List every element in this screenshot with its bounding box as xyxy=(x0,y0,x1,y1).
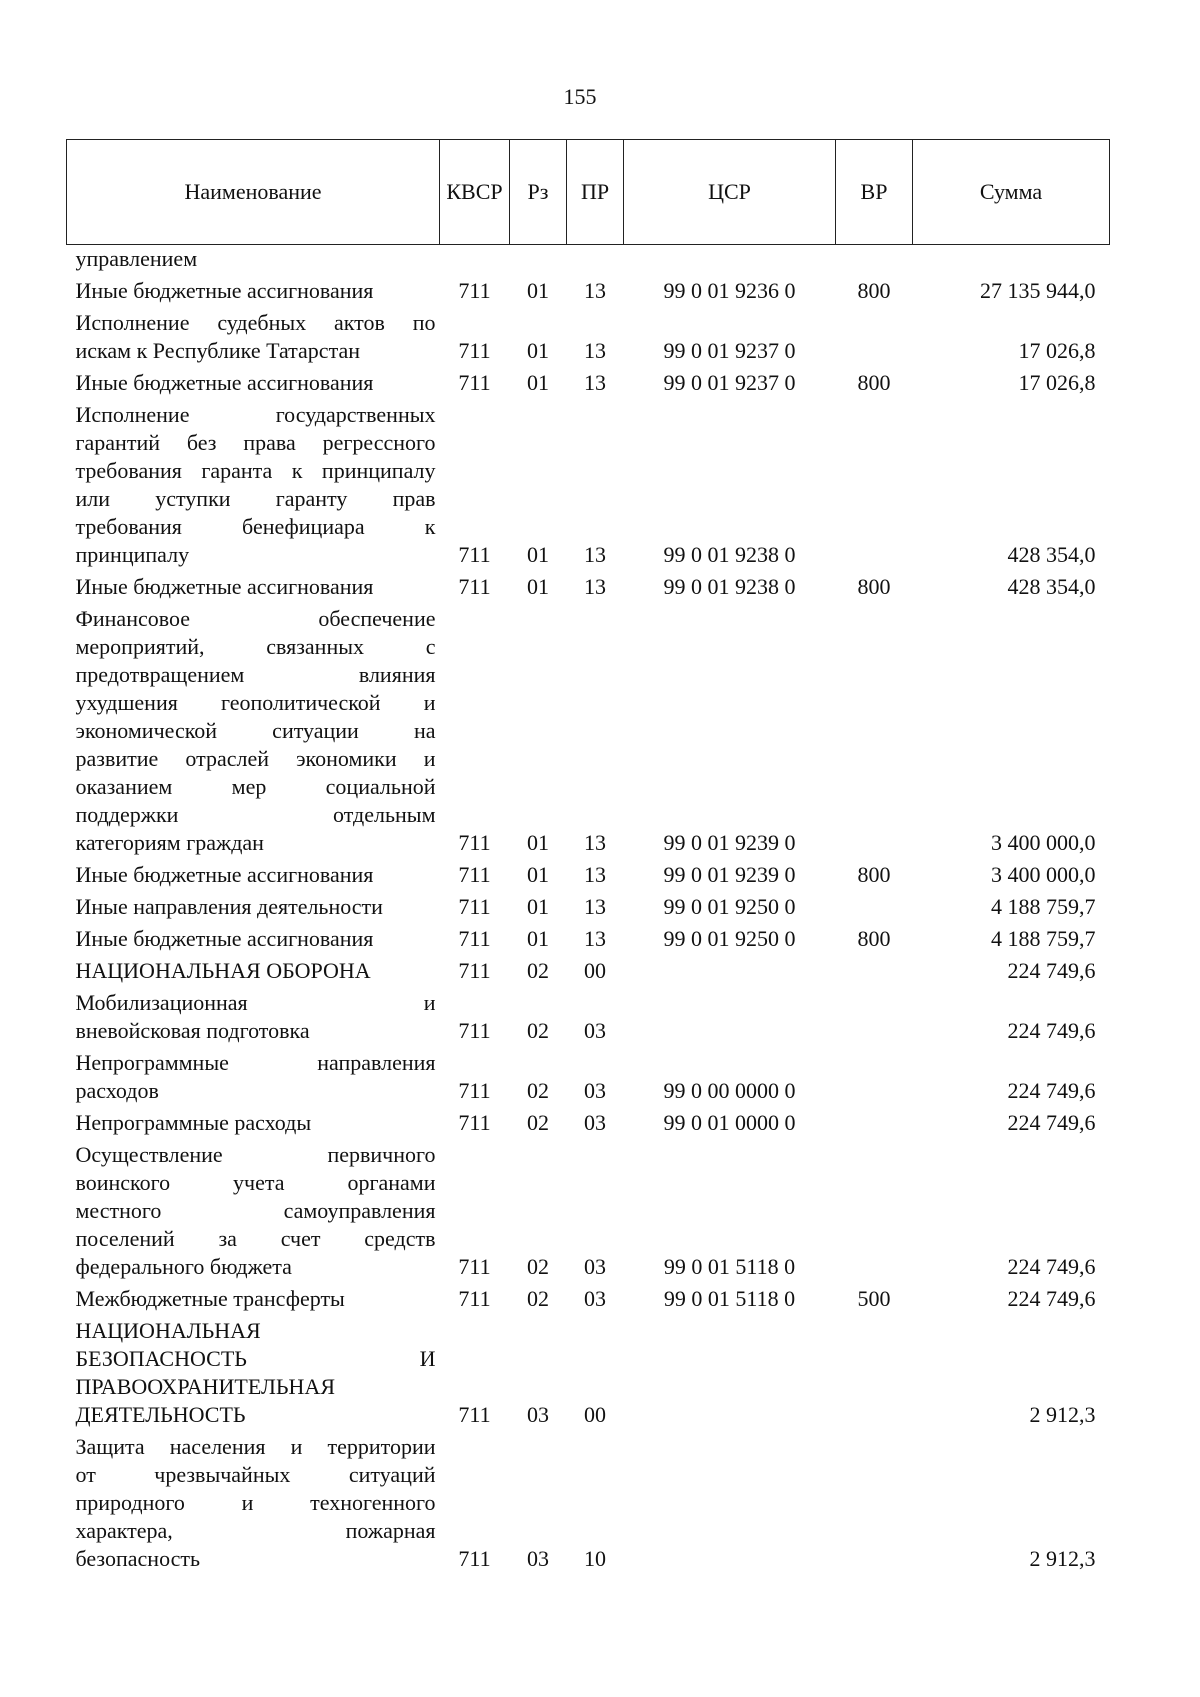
cell-rz: 01 xyxy=(527,338,549,363)
cell-sum: 224 749,6 xyxy=(1007,1286,1096,1311)
cell-name-line: безопасность xyxy=(75,1546,201,1571)
cell-csr xyxy=(624,245,836,278)
cell-kvsr: 711 xyxy=(458,926,491,951)
cell-sum: 3 400 000,0 xyxy=(991,862,1096,887)
cell-name-line: Иные бюджетные ассигнования xyxy=(75,862,374,887)
cell-rz: 02 xyxy=(527,958,549,983)
column-header-sum: Сумма xyxy=(913,140,1110,245)
cell-csr: 99 0 01 9250 0 xyxy=(663,926,796,951)
cell-vr xyxy=(836,605,913,861)
column-header-vr: ВР xyxy=(836,140,913,245)
cell-csr: 99 0 01 9237 0 xyxy=(663,370,796,395)
cell-kvsr: 711 xyxy=(458,1018,491,1043)
cell-csr xyxy=(624,957,836,989)
cell-vr: 800 xyxy=(857,370,891,395)
cell-pr: 03 xyxy=(584,1018,606,1043)
cell-pr: 00 xyxy=(584,1402,606,1427)
cell-name-line: категориям граждан xyxy=(75,830,264,855)
cell-rz: 01 xyxy=(527,894,549,919)
cell-csr: 99 0 01 5118 0 xyxy=(663,1254,796,1279)
column-header-rz: Рз xyxy=(510,140,567,245)
cell-pr: 13 xyxy=(584,574,606,599)
cell-name-line: вневойсковая подготовка xyxy=(75,1018,310,1043)
cell-csr: 99 0 01 9239 0 xyxy=(663,830,796,855)
cell-vr: 800 xyxy=(857,278,891,303)
cell-csr xyxy=(624,989,836,1049)
cell-name-line: местного самоуправления xyxy=(75,1198,436,1223)
table-row xyxy=(67,605,1110,861)
cell-name-line: Исполнение судебных актов по xyxy=(75,310,436,335)
cell-vr xyxy=(836,1109,913,1141)
cell-name-line: от чрезвычайных ситуаций xyxy=(75,1462,436,1487)
cell-kvsr: 711 xyxy=(458,830,491,855)
cell-kvsr: 711 xyxy=(458,1286,491,1311)
cell-name-line: характера, пожарная xyxy=(75,1518,436,1543)
cell-sum: 224 749,6 xyxy=(1007,1018,1096,1043)
table-row xyxy=(67,893,1110,925)
table-row xyxy=(67,1109,1110,1141)
cell-name xyxy=(67,1433,440,1577)
cell-name xyxy=(67,369,440,401)
cell-name-line: ухудшения геополитической и xyxy=(75,690,436,715)
cell-sum: 2 912,3 xyxy=(1029,1402,1096,1427)
cell-sum: 17 026,8 xyxy=(1018,338,1096,363)
table-row xyxy=(67,1141,1110,1285)
table-row xyxy=(67,573,1110,605)
cell-kvsr: 711 xyxy=(458,338,491,363)
table-row xyxy=(67,925,1110,957)
cell-name-line: Иные бюджетные ассигнования xyxy=(75,574,374,599)
table-row xyxy=(67,1285,1110,1317)
table-body xyxy=(67,245,1110,1578)
cell-kvsr: 711 xyxy=(458,1402,491,1427)
cell-sum: 2 912,3 xyxy=(1029,1546,1096,1571)
cell-vr xyxy=(836,1141,913,1285)
cell-vr: 800 xyxy=(857,926,891,951)
cell-name-line: принципалу xyxy=(75,542,190,567)
table-row xyxy=(67,1049,1110,1109)
cell-vr xyxy=(836,989,913,1049)
cell-name xyxy=(67,245,440,278)
cell-csr: 99 0 01 9237 0 xyxy=(663,338,796,363)
table-row xyxy=(67,957,1110,989)
cell-rz: 02 xyxy=(527,1078,549,1103)
cell-kvsr: 711 xyxy=(458,862,491,887)
cell-pr: 13 xyxy=(584,542,606,567)
cell-csr: 99 0 01 5118 0 xyxy=(663,1286,796,1311)
cell-kvsr: 711 xyxy=(458,958,491,983)
cell-rz: 02 xyxy=(527,1018,549,1043)
cell-vr xyxy=(836,401,913,573)
page-number: 155 xyxy=(563,84,597,109)
cell-name xyxy=(67,957,440,989)
cell-sum: 428 354,0 xyxy=(1007,542,1096,567)
table-row xyxy=(67,245,1110,278)
cell-sum: 4 188 759,7 xyxy=(991,894,1096,919)
cell-name xyxy=(67,277,440,309)
cell-sum: 224 749,6 xyxy=(1007,958,1096,983)
cell-pr: 03 xyxy=(584,1254,606,1279)
cell-pr xyxy=(567,245,624,278)
cell-name-line: федерального бюджета xyxy=(75,1254,292,1279)
cell-rz: 01 xyxy=(527,542,549,567)
cell-name-line: Межбюджетные трансферты xyxy=(75,1286,345,1311)
cell-name-line: или уступки гаранту прав xyxy=(75,486,436,511)
cell-sum: 428 354,0 xyxy=(1007,574,1096,599)
cell-rz: 01 xyxy=(527,926,549,951)
cell-name-line: Исполнение государственных xyxy=(75,402,436,427)
cell-vr xyxy=(836,957,913,989)
cell-name-line: Иные бюджетные ассигнования xyxy=(75,370,374,395)
cell-csr xyxy=(624,1317,836,1433)
cell-rz: 01 xyxy=(527,574,549,599)
table-row xyxy=(67,277,1110,309)
cell-csr xyxy=(624,1433,836,1577)
cell-name xyxy=(67,605,440,861)
table-row xyxy=(67,401,1110,573)
cell-name-line: предотвращением влияния xyxy=(75,662,436,687)
cell-sum: 27 135 944,0 xyxy=(980,278,1096,303)
cell-name xyxy=(67,861,440,893)
cell-name-line: НАЦИОНАЛЬНАЯ xyxy=(75,1318,261,1343)
cell-kvsr: 711 xyxy=(458,1078,491,1103)
cell-vr: 800 xyxy=(857,574,891,599)
cell-vr xyxy=(836,1433,913,1577)
cell-csr: 99 0 01 9236 0 xyxy=(663,278,796,303)
cell-name-line: Непрограммные направления xyxy=(75,1050,436,1075)
cell-vr xyxy=(836,1049,913,1109)
cell-name xyxy=(67,573,440,605)
cell-name-line: искам к Республике Татарстан xyxy=(75,338,360,363)
cell-csr: 99 0 01 9238 0 xyxy=(663,574,796,599)
cell-sum xyxy=(913,245,1110,278)
cell-pr: 10 xyxy=(584,1546,606,1571)
cell-csr: 99 0 01 9239 0 xyxy=(663,862,796,887)
cell-sum: 224 749,6 xyxy=(1007,1110,1096,1135)
cell-pr: 13 xyxy=(584,338,606,363)
table-header xyxy=(67,140,1110,245)
cell-rz: 01 xyxy=(527,278,549,303)
cell-pr: 03 xyxy=(584,1078,606,1103)
table-row xyxy=(67,989,1110,1049)
cell-sum: 17 026,8 xyxy=(1018,370,1096,395)
column-header-pr: ПР xyxy=(567,140,624,245)
cell-name-line: Мобилизационная и xyxy=(75,990,436,1015)
cell-name-line: БЕЗОПАСНОСТЬ И xyxy=(75,1346,436,1371)
cell-rz: 01 xyxy=(527,370,549,395)
cell-name-line: природного и техногенного xyxy=(75,1490,436,1515)
cell-pr: 13 xyxy=(584,830,606,855)
cell-name xyxy=(67,1049,440,1109)
budget-table xyxy=(66,139,1110,1577)
cell-kvsr xyxy=(440,245,510,278)
cell-name xyxy=(67,925,440,957)
cell-sum: 3 400 000,0 xyxy=(991,830,1096,855)
cell-name xyxy=(67,893,440,925)
cell-rz: 02 xyxy=(527,1286,549,1311)
cell-vr xyxy=(836,309,913,369)
cell-name-line: воинского учета органами xyxy=(75,1170,436,1195)
cell-vr xyxy=(836,893,913,925)
cell-rz: 03 xyxy=(527,1402,549,1427)
cell-rz: 01 xyxy=(527,830,549,855)
cell-name-line: поддержки отдельным xyxy=(75,802,436,827)
cell-name-line: Финансовое обеспечение xyxy=(75,606,436,631)
cell-name-line: поселений за счет средств xyxy=(75,1226,436,1251)
cell-sum: 224 749,6 xyxy=(1007,1254,1096,1279)
table-row xyxy=(67,309,1110,369)
cell-rz: 02 xyxy=(527,1254,549,1279)
cell-name-line: требования бенефициара к xyxy=(75,514,436,539)
cell-name-line: гарантий без права регрессного xyxy=(75,430,436,455)
cell-pr: 13 xyxy=(584,894,606,919)
cell-sum: 224 749,6 xyxy=(1007,1078,1096,1103)
cell-name-line: НАЦИОНАЛЬНАЯ ОБОРОНА xyxy=(75,958,371,983)
cell-csr: 99 0 01 9250 0 xyxy=(663,894,796,919)
cell-name-line: развитие отраслей экономики и xyxy=(75,746,436,771)
cell-rz: 01 xyxy=(527,862,549,887)
cell-kvsr: 711 xyxy=(458,542,491,567)
cell-name-line: Защита населения и территории xyxy=(75,1434,436,1459)
cell-name xyxy=(67,1141,440,1285)
cell-name-line: ПРАВООХРАНИТЕЛЬНАЯ xyxy=(75,1374,335,1399)
cell-pr: 13 xyxy=(584,926,606,951)
cell-vr xyxy=(836,245,913,278)
cell-rz: 02 xyxy=(527,1110,549,1135)
cell-name-line: Иные направления деятельности xyxy=(75,894,383,919)
cell-pr: 13 xyxy=(584,862,606,887)
cell-csr: 99 0 01 9238 0 xyxy=(663,542,796,567)
cell-pr: 03 xyxy=(584,1286,606,1311)
cell-name-line: Непрограммные расходы xyxy=(75,1110,312,1135)
cell-name xyxy=(67,401,440,573)
cell-csr: 99 0 00 0000 0 xyxy=(663,1078,796,1103)
cell-name-line: ДЕЯТЕЛЬНОСТЬ xyxy=(75,1402,246,1427)
cell-name-line: Осуществление первичного xyxy=(75,1142,436,1167)
cell-name-line: Иные бюджетные ассигнования xyxy=(75,278,374,303)
cell-kvsr: 711 xyxy=(458,1254,491,1279)
cell-name-line: оказанием мер социальной xyxy=(75,774,436,799)
table-row xyxy=(67,861,1110,893)
cell-vr xyxy=(836,1317,913,1433)
cell-kvsr: 711 xyxy=(458,1546,491,1571)
table-row xyxy=(67,1317,1110,1433)
cell-kvsr: 711 xyxy=(458,894,491,919)
cell-name-line: управлением xyxy=(75,246,198,271)
cell-vr: 500 xyxy=(857,1286,891,1311)
cell-pr: 13 xyxy=(584,278,606,303)
table-row xyxy=(67,1433,1110,1577)
cell-name-line: расходов xyxy=(75,1078,159,1103)
cell-sum: 4 188 759,7 xyxy=(991,926,1096,951)
cell-name xyxy=(67,1317,440,1433)
cell-name xyxy=(67,989,440,1049)
cell-rz xyxy=(510,245,567,278)
column-header-csr: ЦСР xyxy=(624,140,836,245)
column-header-name: Наименование xyxy=(67,140,440,245)
cell-rz: 03 xyxy=(527,1546,549,1571)
cell-name xyxy=(67,1109,440,1141)
cell-name-line: экономической ситуации на xyxy=(75,718,436,743)
cell-vr: 800 xyxy=(857,862,891,887)
cell-name-line: мероприятий, связанных с xyxy=(75,634,436,659)
cell-pr: 03 xyxy=(584,1110,606,1135)
cell-name xyxy=(67,309,440,369)
table-row xyxy=(67,369,1110,401)
cell-csr: 99 0 01 0000 0 xyxy=(663,1110,796,1135)
cell-kvsr: 711 xyxy=(458,278,491,303)
cell-name-line: Иные бюджетные ассигнования xyxy=(75,926,374,951)
cell-kvsr: 711 xyxy=(458,574,491,599)
cell-name xyxy=(67,1285,440,1317)
cell-kvsr: 711 xyxy=(458,370,491,395)
cell-name-line: требования гаранта к принципалу xyxy=(75,458,436,483)
cell-kvsr: 711 xyxy=(458,1110,491,1135)
cell-pr: 00 xyxy=(584,958,606,983)
cell-pr: 13 xyxy=(584,370,606,395)
column-header-kvsr: КВСР xyxy=(440,140,510,245)
